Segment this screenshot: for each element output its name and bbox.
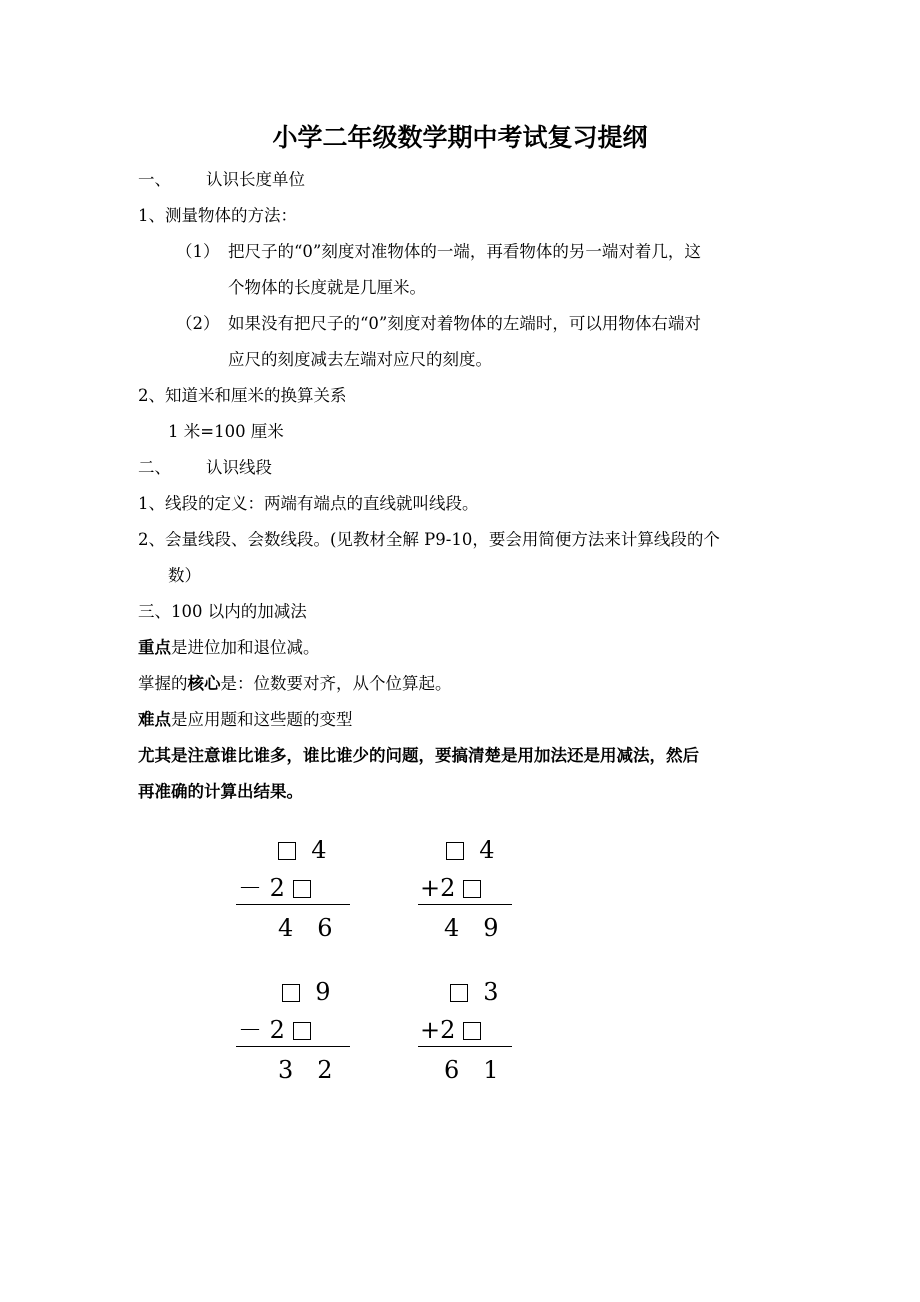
problem-top-digit: 4 [479, 836, 495, 864]
problem-1 [236, 835, 356, 945]
section1-item1: 1、测量物体的方法： [138, 206, 297, 225]
problem-top-digit: 9 [315, 978, 331, 1006]
sub2-line2: 应尺的刻度减去左端对应尺的刻度。 [228, 350, 492, 369]
section2-item2-line2: 数） [168, 566, 201, 585]
key-label: 重点 [138, 638, 171, 657]
problem-4 [418, 977, 538, 1087]
section2-number: 二、 [138, 458, 171, 477]
problem-3 [236, 977, 356, 1087]
sub1-line1 [176, 240, 701, 264]
hard-text: 是应用题和这些题的变型 [171, 710, 353, 729]
problem-2 [418, 835, 538, 945]
section1-item2: 2、知道米和厘米的换算关系 [138, 386, 347, 405]
core-label: 核心 [187, 674, 221, 693]
sub1-number: （1） [176, 242, 220, 261]
sum-line [236, 1046, 350, 1047]
blank-box [450, 984, 468, 1002]
core-prefix: 掌握的 [138, 674, 188, 693]
sub2-line1 [176, 312, 701, 336]
section2-item2-line1: 2、会量线段、会数线段。(见教材全解 P9-10，要会用简便方法来计算线段的个 [138, 530, 720, 549]
hard-point [138, 708, 353, 732]
sub1-line2: 个物体的长度就是几厘米。 [228, 278, 426, 297]
core-point [138, 672, 452, 696]
problem-operator: +2 [420, 1016, 456, 1044]
blank-box [463, 1022, 481, 1040]
section2-item1: 1、线段的定义：两端有端点的直线就叫线段。 [138, 494, 479, 513]
blank-box [446, 842, 464, 860]
blank-box [293, 880, 311, 898]
page-title: 小学二年级数学期中考试复习提纲 [272, 123, 648, 152]
blank-box [278, 842, 296, 860]
problem-operator: － 2 [238, 1016, 285, 1044]
core-text: 是：位数要对齐，从个位算起。 [220, 674, 452, 693]
key-point [138, 636, 320, 660]
problem-top-digit: 3 [483, 978, 499, 1006]
problem-result: 6 1 [444, 1056, 499, 1084]
section1-heading [138, 168, 305, 192]
sub2-text1: 如果没有把尺子的“0”刻度对着物体的左端时，可以用物体右端对 [228, 314, 701, 333]
conversion: 1 米=100 厘米 [168, 422, 284, 441]
sum-line [236, 904, 350, 905]
problem-top-digit: 4 [311, 836, 327, 864]
problem-operator: － 2 [238, 874, 285, 902]
blank-box [282, 984, 300, 1002]
emphasis-line1: 尤其是注意谁比谁多，谁比谁少的问题，要搞清楚是用加法还是用减法，然后 [138, 746, 699, 765]
problem-operator: +2 [420, 874, 456, 902]
problem-result: 4 9 [444, 914, 499, 942]
problem-result: 4 6 [278, 914, 333, 942]
section1-number: 一、 [138, 170, 171, 189]
sub1-text1: 把尺子的“0”刻度对准物体的一端，再看物体的另一端对着几，这 [228, 242, 701, 261]
sum-line [418, 904, 512, 905]
hard-label: 难点 [138, 710, 171, 729]
problem-result: 3 2 [278, 1056, 333, 1084]
emphasis-line2: 再准确的计算出结果。 [138, 782, 303, 801]
blank-box [293, 1022, 311, 1040]
section2-title: 认识线段 [206, 458, 272, 477]
sum-line [418, 1046, 512, 1047]
section3-heading: 三、100 以内的加减法 [138, 602, 307, 621]
section1-title: 认识长度单位 [206, 170, 305, 189]
sub2-number: （2） [176, 314, 220, 333]
key-text: 是进位加和退位减。 [171, 638, 320, 657]
section2-heading [138, 456, 272, 480]
blank-box [463, 880, 481, 898]
